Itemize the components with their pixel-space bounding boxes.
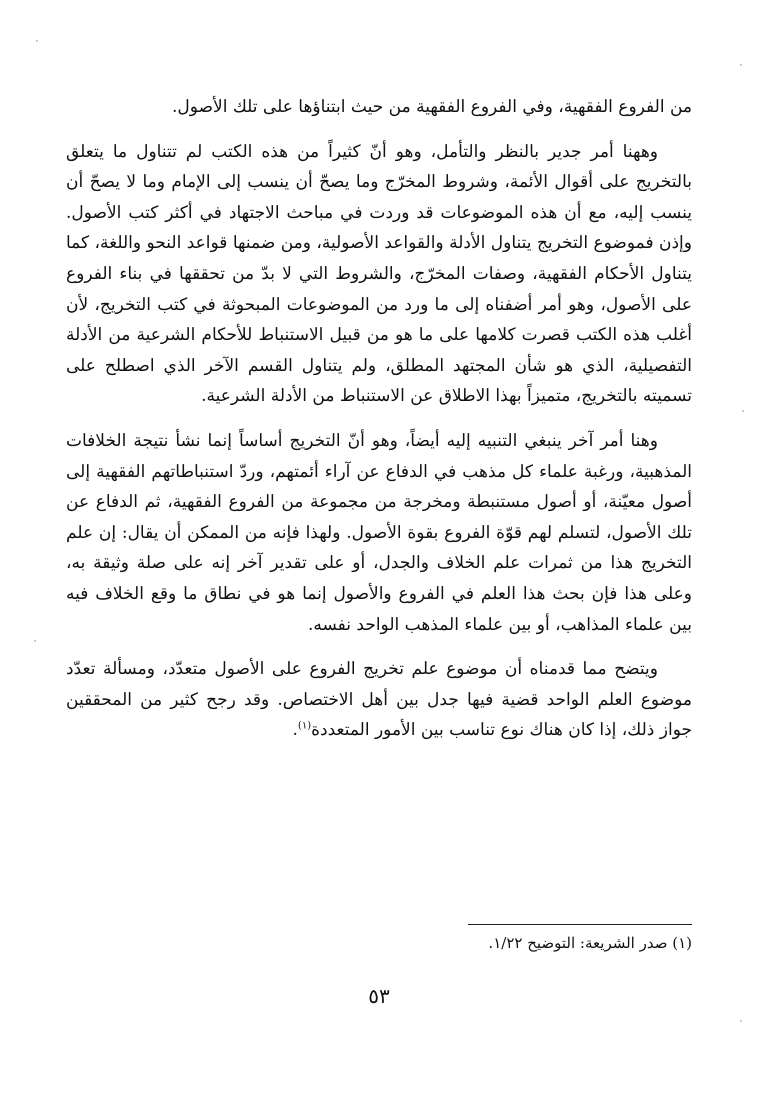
- paragraph-4-end: .: [292, 720, 298, 741]
- scan-speck: [740, 64, 742, 66]
- paragraph-4: [66, 654, 692, 746]
- paragraph-2: وههنا أمر جدير بالنظر والتأمل، وهو أنّ كثيراً من هذه الكتب لم تتناول ما يتعلق بالتخريج على أقوال الأئمة، وشروط المخرّج وما يصحّ أن ينسب إلى الإمام وما لا يصحّ أن ينسب إليه، مع أن هذه الموضوعات قد وردت في مباحث الاجتهاد في أكثر كتب الأصول. وإذن فموضوع التخريج يتناول الأدلة والقواعد الأصولية، ومن ضمنها قواعد النحو واللغة، كما يتناول الأحكام الفقهية، وصفات المخرّج، والشروط التي لا بدّ من تحققها في بناء الفروع على الأصول، وهو أمر أضفناه إلى ما ورد من الموضوعات المبحوثة في كتب التخريج، لأن أغلب هذه الكتب قصرت كلامها على ما هو من قبيل الاستنباط للأحكام الشرعية من الأدلة التفصيلية، الذي هو شأن المجتهد المطلق، ولم يتناول القسم الآخر الذي اصطلح على تسميته بالتخريج، متميزاً بهذا الاطلاق عن الاستنباط من الأدلة الشرعية.: [66, 141, 692, 407]
- footnote: (١) صدر الشريعة: التوضيح ١/٢٢.: [488, 934, 692, 952]
- paragraph-4-text: ويتضح مما قدمناه أن موضوع علم تخريج الفروع على الأصول متعدّد، ومسألة تعدّد موضوع العلم الواحد قضية فيها جدل بين أهل الاختصاص. وقد رجح كثير من المحققين جواز ذلك، إذا كان هناك نوع تناسب بين الأمور المتعددة: [66, 659, 692, 741]
- footnote-reference[interactable]: (١): [297, 720, 312, 732]
- page-number: ٥٣: [368, 984, 390, 1008]
- scan-speck: [34, 640, 36, 642]
- scan-speck: [742, 410, 744, 412]
- footnote-separator: [468, 924, 692, 925]
- scan-speck: [740, 1020, 742, 1022]
- scan-speck: [36, 40, 38, 42]
- paragraph-1: من الفروع الفقهية، وفي الفروع الفقهية من حيث ابتناؤها على تلك الأصول.: [172, 97, 692, 117]
- body-text: [66, 92, 692, 760]
- paragraph-3: وهنا أمر آخر ينبغي التنبيه إليه أيضاً، وهو أنّ التخريج أساساً إنما نشأ نتيجة الخلافات المذهبية، ورغبة علماء كل مذهب في الدفاع عن آراء أئمتهم، وردّ استنباطاتهم الفقهية إلى أصول معيّنة، أو أصول مستنبطة ومخرجة من مجموعة من الفروع الفقهية، ثم الدفاع عن تلك الأصول، لتسلم لهم قوّة الفروع بقوة الأصول. ولهذا فإنه من الممكن أن يقال: إن علم التخريج هذا من ثمرات علم الخلاف والجدل، أو على تقدير آخر إنه على صلة وثيقة به، وعلى هذا فإن بحث هذا العلم في الفروع والأصول إنما هو في نطاق ما وقع الخلاف فيه بين علماء المذاهب، أو بين علماء المذهب الواحد نفسه.: [66, 430, 692, 635]
